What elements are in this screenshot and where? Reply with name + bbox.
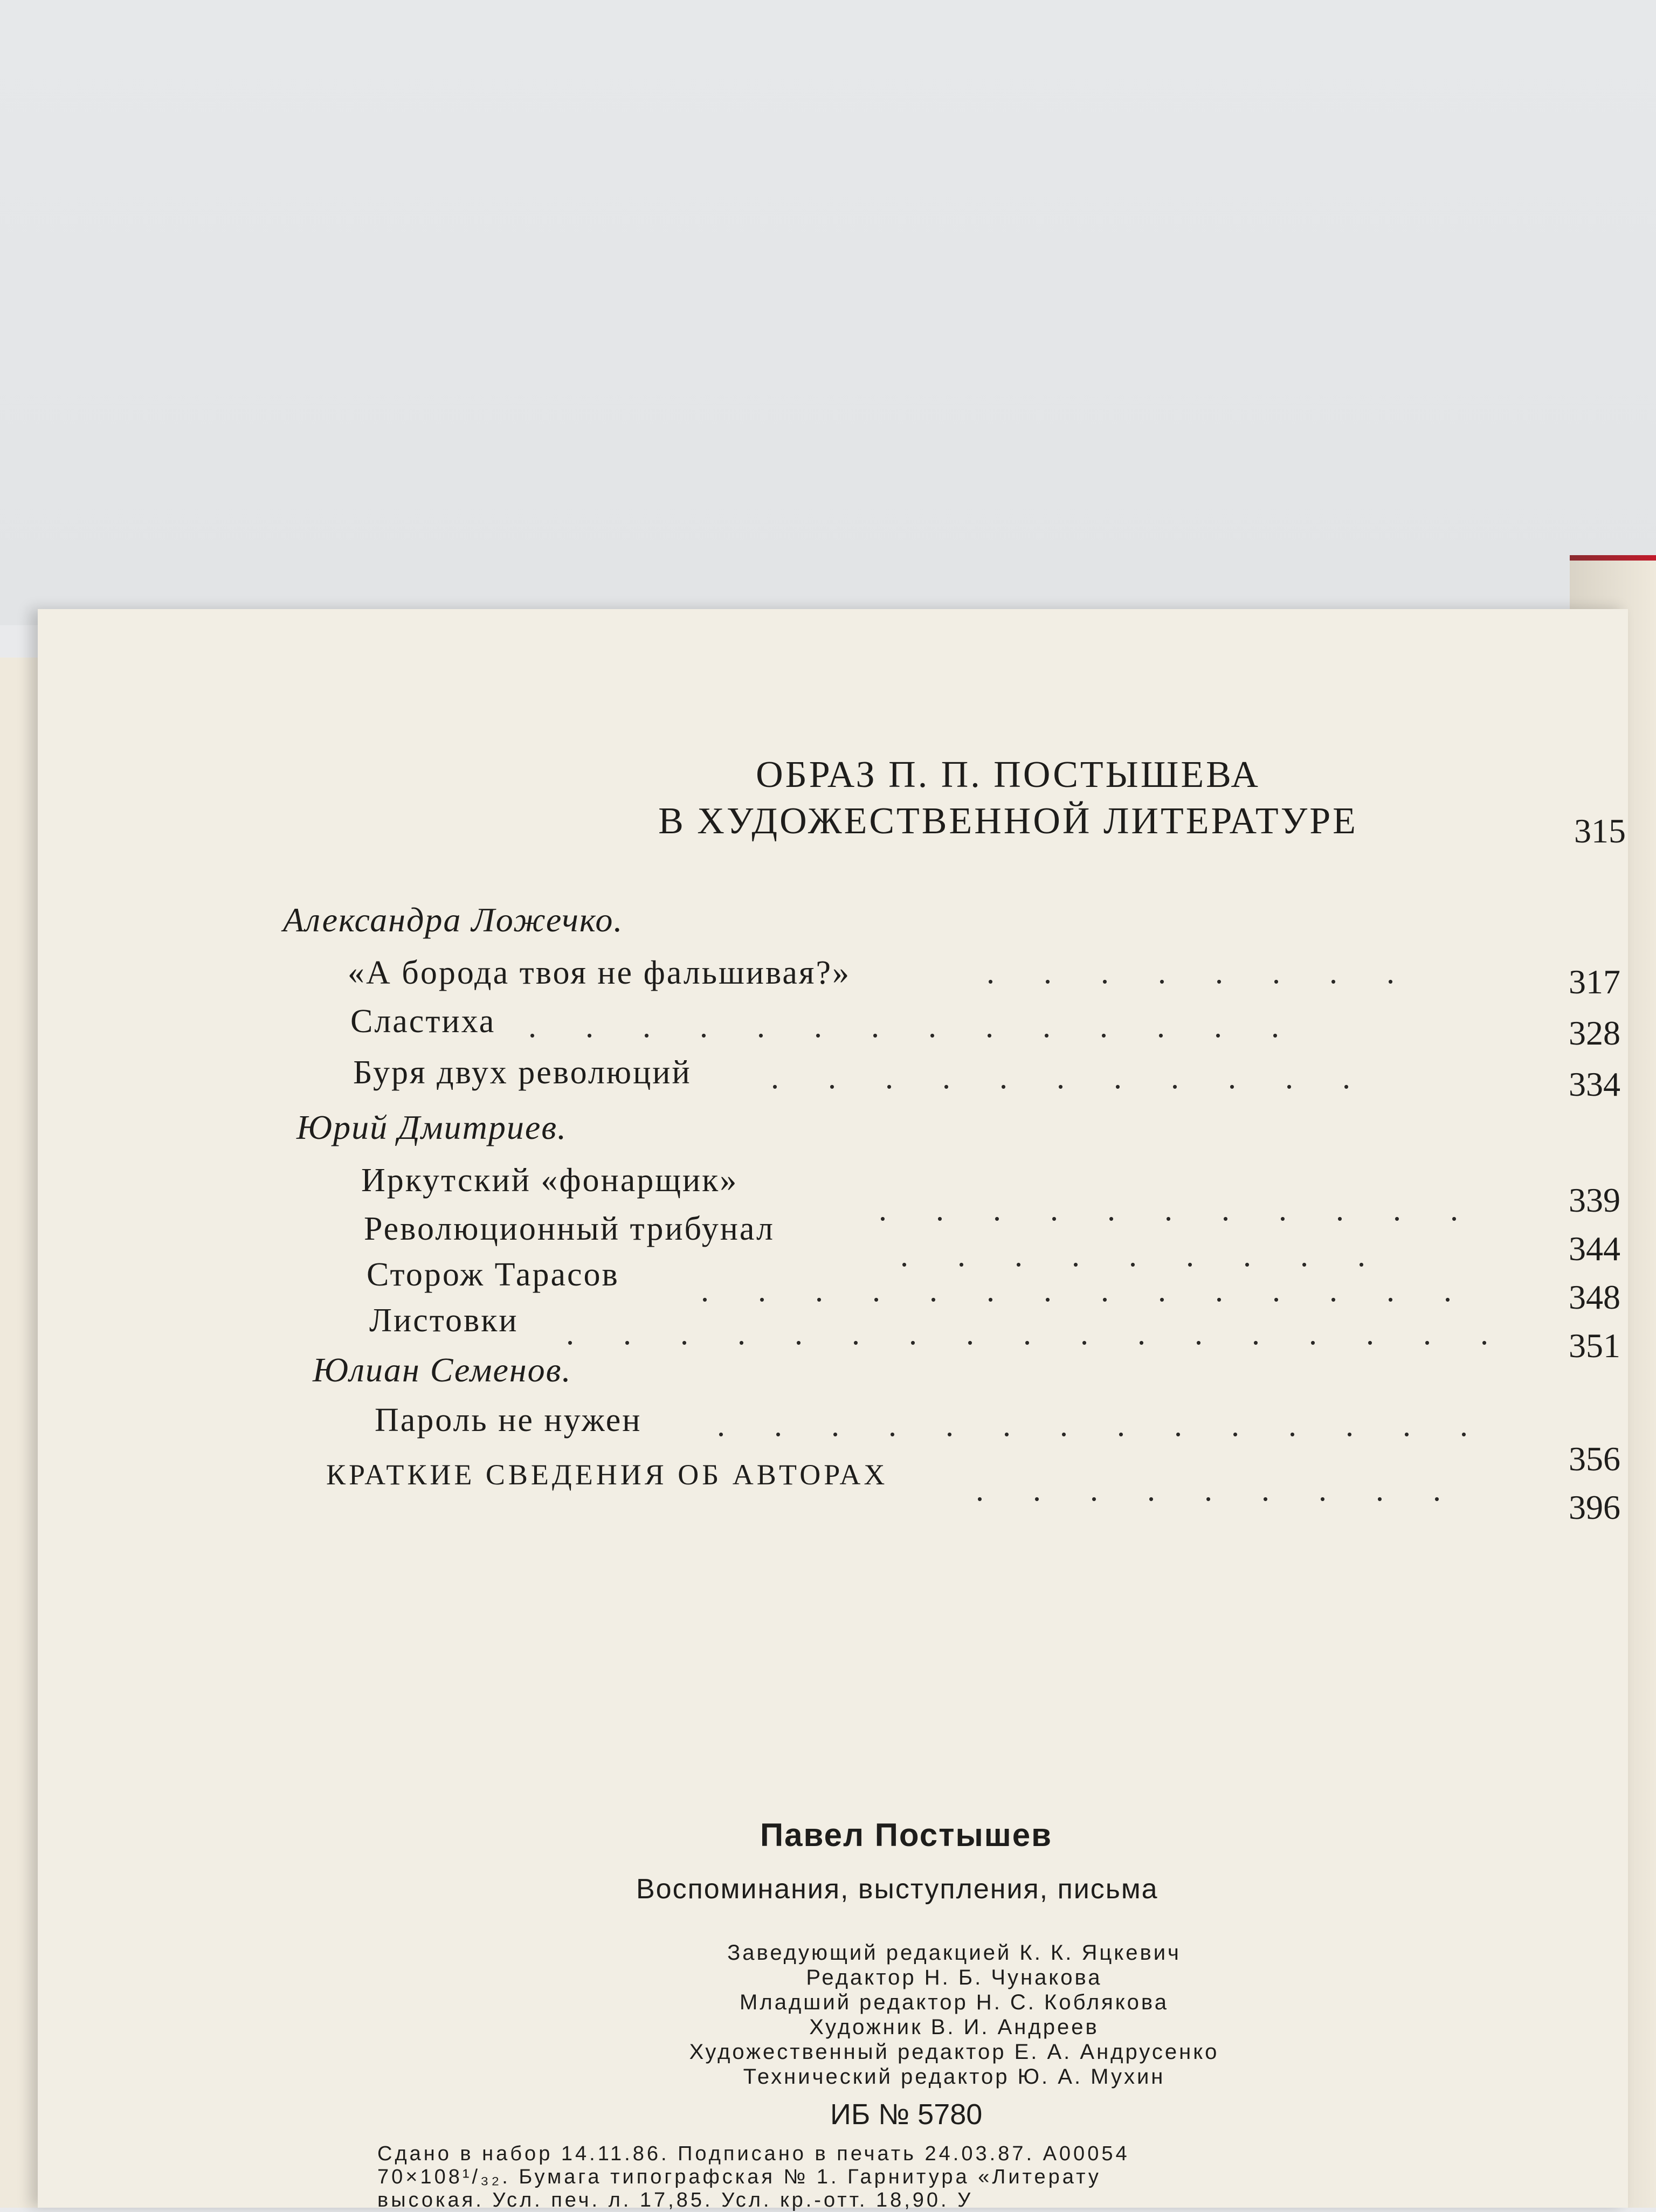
section-title-line-2: В ХУДОЖЕСТВЕННОЙ ЛИТЕРАТУРЕ: [658, 800, 1358, 842]
imprint-staff-line: Технический редактор Ю. А. Мухин: [743, 2065, 1165, 2089]
imprint-print-line: 70×108¹/₃₂. Бумага типографская № 1. Гарнитура «Литерату: [377, 2166, 1101, 2188]
section-title-line-1: ОБРАЗ П. П. ПОСТЫШЕВА: [756, 754, 1260, 796]
author-name: Александра Ложечко.: [283, 901, 624, 939]
toc-entry-title: КРАТКИЕ СВЕДЕНИЯ ОБ АВТОРАХ: [326, 1458, 888, 1491]
toc-leader-dots: . . . . . . . . . . .: [771, 1060, 1371, 1095]
toc-page-number: 348: [1569, 1278, 1620, 1316]
author-name: Юлиан Семенов.: [313, 1351, 572, 1389]
imprint-staff-line: Редактор Н. Б. Чунакова: [806, 1966, 1102, 1989]
imprint-print-line: Сдано в набор 14.11.86. Подписано в печать 24.03.87. А00054: [377, 2142, 1130, 2165]
toc-entry-title: Сторож Тарасов: [367, 1256, 619, 1293]
section-page-number: 315: [1574, 812, 1626, 850]
toc-entry-title: Сластиха: [350, 1003, 496, 1040]
table-surface: [0, 0, 1656, 625]
imprint-ib-number: ИБ № 5780: [830, 2098, 983, 2131]
toc-entry-title: Революционный трибунал: [364, 1211, 775, 1247]
toc-entry-title: «А борода твоя не фальшивая?»: [348, 955, 851, 991]
toc-leader-dots: . . . . . . . . . . . . . .: [528, 1008, 1300, 1044]
toc-page-number: 328: [1569, 1014, 1620, 1052]
toc-page-number: 317: [1569, 963, 1620, 1001]
toc-leader-dots: . . . . . . . . .: [976, 1472, 1461, 1508]
toc-page-number: 339: [1569, 1181, 1620, 1219]
toc-page-number: 396: [1569, 1488, 1620, 1526]
toc-page-number: 356: [1569, 1440, 1620, 1478]
toc-entry-title: Пароль не нужен: [375, 1402, 642, 1439]
section-title: [658, 752, 1358, 845]
author-name: Юрий Дмитриев.: [296, 1108, 568, 1146]
toc-page-number: 344: [1569, 1229, 1620, 1268]
imprint-print-line: высокая. Усл. печ. л. 17,85. Усл. кр.-отт. 18,90. У: [377, 2189, 974, 2211]
imprint-staff-line: Заведующий редакцией К. К. Яцкевич: [727, 1941, 1181, 1965]
toc-leader-dots: . . . . . . . .: [986, 955, 1415, 990]
imprint-staff-line: Художник В. И. Андреев: [809, 2015, 1099, 2039]
imprint-book-subtitle: Воспоминания, выступления, письма: [636, 1874, 1158, 1905]
toc-leader-dots: . . . . . . . . . . . . . .: [717, 1407, 1488, 1443]
toc-page-number: 351: [1569, 1326, 1620, 1365]
toc-entry-title: Буря двух революций: [353, 1054, 692, 1091]
toc-leader-dots: . . . . . . . . . . . . . .: [701, 1273, 1472, 1308]
toc-leader-dots: . . . . . . . . . . . . . . . . .: [566, 1316, 1509, 1351]
book-page: [38, 609, 1628, 2211]
imprint-staff-list: [577, 1940, 1331, 2089]
toc-leader-dots: . . . . . . . . . . .: [879, 1192, 1479, 1227]
toc-page-number: 334: [1569, 1065, 1620, 1103]
toc-entry-title: Иркутский «фонарщик»: [361, 1162, 739, 1199]
imprint-staff-line: Младший редактор Н. С. Коблякова: [740, 1990, 1169, 2014]
imprint-book-author: Павел Постышев: [760, 1817, 1052, 1853]
toc-entry-title: Листовки: [369, 1302, 519, 1339]
toc-leader-dots: . . . . . . . . .: [900, 1238, 1386, 1273]
imprint-staff-line: Художественный редактор Е. А. Андрусенко: [689, 2040, 1219, 2064]
